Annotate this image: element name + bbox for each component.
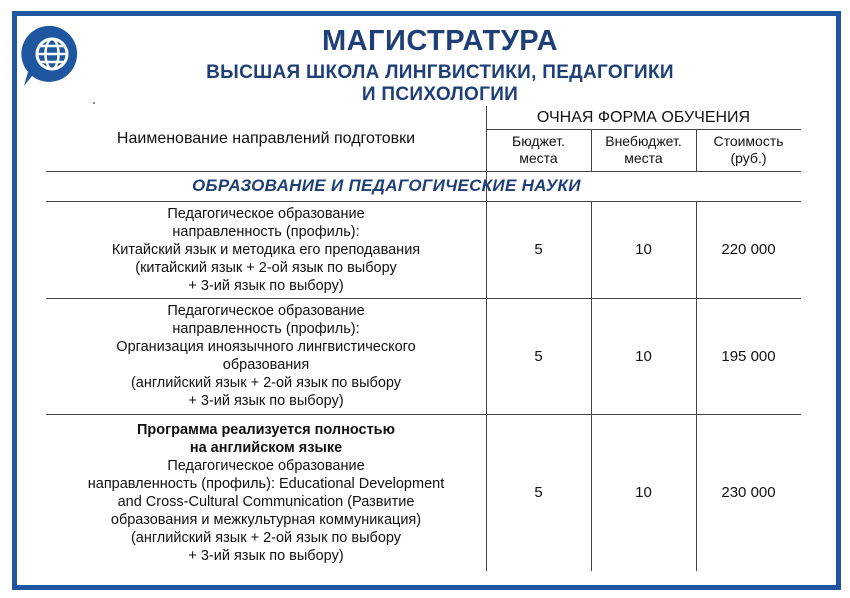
program-line: + 3-ий язык по выбору) [188, 547, 344, 564]
cost-value: 220 000 [721, 241, 776, 258]
programs-table [46, 106, 801, 576]
program-name [46, 201, 486, 298]
paid-places: 10 [635, 347, 652, 365]
decorative-dot [93, 102, 95, 104]
program-line: (китайский язык + 2-ой язык по выбору [135, 259, 397, 276]
program-note: на английском языке [189, 439, 343, 456]
program-line: направленность (профиль): [172, 223, 360, 240]
budget-places: 5 [534, 347, 543, 365]
name-column-header: Наименование направлений подготовки [116, 129, 416, 147]
page-title: МАГИСТРАТУРА [321, 25, 559, 57]
program-line: образования и межкультурная коммуникация) [110, 511, 422, 528]
program-line: Организация иноязычного лингвистического [116, 339, 416, 355]
program-line: Китайский язык и методика его преподавания [111, 241, 421, 258]
globe-icon [20, 24, 84, 88]
program-name [46, 298, 486, 414]
paid-places: 10 [635, 241, 652, 258]
header-line: (руб.) [730, 150, 767, 166]
page-subtitle [100, 62, 780, 106]
program-line: Педагогическое образование [167, 205, 365, 222]
paid-column-header [591, 129, 696, 171]
subtitle-line: ВЫСШАЯ ШКОЛА ЛИНГВИСТИКИ, ПЕДАГОГИКИ [206, 62, 674, 83]
program-line: (английский язык + 2-ой язык по выбору [130, 375, 402, 391]
cost-column-header [696, 129, 801, 171]
header-line: Бюджет. [512, 133, 565, 149]
program-line: (английский язык + 2-ой язык по выбору [130, 529, 402, 546]
cost-value: 230 000 [721, 484, 776, 501]
header-line: места [519, 150, 558, 166]
program-name [46, 414, 486, 571]
program-line: Педагогическое образование [167, 457, 365, 474]
subtitle-line: И ПСИХОЛОГИИ [361, 84, 519, 105]
header-line: Стоимость [713, 133, 784, 149]
program-line: + 3-ий язык по выбору) [188, 277, 344, 294]
program-line: направленность (профиль): Educational Development [87, 475, 445, 492]
program-line: образования [222, 357, 310, 373]
paid-places: 10 [635, 484, 652, 501]
program-line: and Cross-Cultural Communication (Развитие [117, 493, 415, 510]
form-header: ОЧНАЯ ФОРМА ОБУЧЕНИЯ [536, 108, 751, 126]
program-note: Программа реализуется полностью [137, 421, 395, 438]
budget-places: 5 [534, 241, 543, 258]
header-line: Внебюджет. [605, 133, 682, 149]
cost-value: 195 000 [721, 347, 776, 365]
program-line: Педагогическое образование [167, 303, 365, 319]
header-line: места [624, 150, 663, 166]
program-line: + 3-ий язык по выбору) [188, 393, 344, 409]
budget-places: 5 [534, 484, 543, 501]
budget-column-header [486, 129, 591, 171]
section-title: ОБРАЗОВАНИЕ И ПЕДАГОГИЧЕСКИЕ НАУКИ [192, 176, 581, 195]
program-line: направленность (профиль): [172, 321, 360, 337]
